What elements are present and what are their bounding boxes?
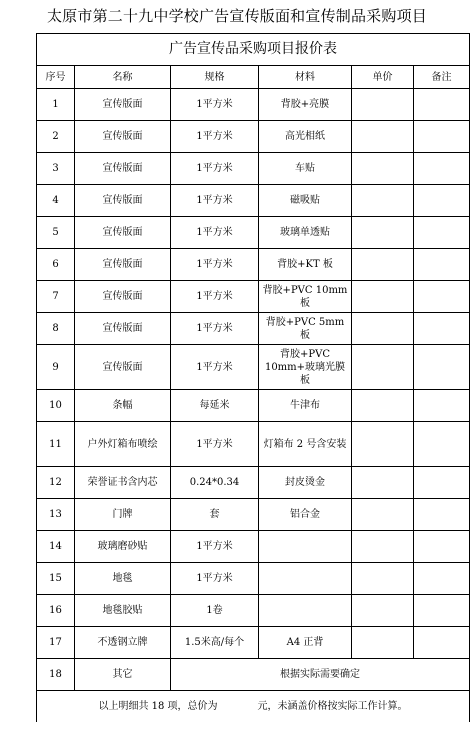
cell-name: 户外灯箱布喷绘 [75, 422, 171, 467]
cell-number: 3 [37, 153, 75, 185]
cell-name: 宣传版面 [75, 217, 171, 249]
table-row [37, 281, 470, 313]
cell-remarks [414, 313, 470, 345]
cell-remarks [414, 89, 470, 121]
cell-remarks [414, 345, 470, 390]
cell-unit-price [352, 563, 414, 595]
table-row [37, 659, 470, 691]
cell-material: 磁吸贴 [259, 185, 352, 217]
cell-remarks [414, 249, 470, 281]
cell-merged-note: 根据实际需要确定 [171, 659, 470, 691]
table-row [37, 185, 470, 217]
cell-name: 宣传版面 [75, 345, 171, 390]
cell-material: 灯箱布 2 号含安装 [259, 422, 352, 467]
header-spec: 规格 [171, 66, 259, 89]
quotation-table [36, 33, 470, 722]
cell-unit-price [352, 627, 414, 659]
document-title: 太原市第二十九中学校广告宣传版面和宣传制品采购项目 [46, 7, 427, 25]
cell-remarks [414, 531, 470, 563]
table-row [37, 422, 470, 467]
cell-spec: 1平方米 [171, 422, 259, 467]
table-row [37, 121, 470, 153]
cell-name: 地毯 [75, 563, 171, 595]
cell-name: 宣传版面 [75, 153, 171, 185]
cell-unit-price [352, 89, 414, 121]
cell-remarks [414, 499, 470, 531]
cell-unit-price [352, 390, 414, 422]
cell-spec: 1卷 [171, 595, 259, 627]
cell-number: 6 [37, 249, 75, 281]
cell-spec: 1平方米 [171, 217, 259, 249]
cell-name: 宣传版面 [75, 185, 171, 217]
cell-spec: 1平方米 [171, 345, 259, 390]
table-row [37, 563, 470, 595]
cell-remarks [414, 390, 470, 422]
cell-unit-price [352, 422, 414, 467]
cell-unit-price [352, 345, 414, 390]
cell-material: A4 正背 [259, 627, 352, 659]
cell-material: 背胶+亮膜 [259, 89, 352, 121]
cell-spec: 0.24*0.34 [171, 467, 259, 499]
header-remarks: 备注 [414, 66, 470, 89]
cell-material: 车贴 [259, 153, 352, 185]
cell-unit-price [352, 153, 414, 185]
cell-remarks [414, 627, 470, 659]
table-footer-row [37, 691, 470, 722]
table-row [37, 217, 470, 249]
cell-name: 荣誉证书含内芯 [75, 467, 171, 499]
cell-unit-price [352, 595, 414, 627]
cell-number: 7 [37, 281, 75, 313]
cell-name: 宣传版面 [75, 313, 171, 345]
cell-number: 4 [37, 185, 75, 217]
cell-spec: 1平方米 [171, 281, 259, 313]
table-row [37, 313, 470, 345]
cell-name: 宣传版面 [75, 249, 171, 281]
cell-number: 14 [37, 531, 75, 563]
table-row [37, 467, 470, 499]
cell-name: 宣传版面 [75, 281, 171, 313]
cell-unit-price [352, 467, 414, 499]
cell-remarks [414, 121, 470, 153]
header-name: 名称 [75, 66, 171, 89]
cell-material [259, 563, 352, 595]
cell-spec: 1.5米高/每个 [171, 627, 259, 659]
cell-remarks [414, 467, 470, 499]
table-row [37, 345, 470, 390]
table-row [37, 595, 470, 627]
cell-material: 背胶+PVC 5mm 板 [259, 313, 352, 345]
cell-spec: 1平方米 [171, 531, 259, 563]
cell-unit-price [352, 121, 414, 153]
table-row [37, 627, 470, 659]
cell-remarks [414, 217, 470, 249]
cell-unit-price [352, 499, 414, 531]
cell-remarks [414, 595, 470, 627]
header-number: 序号 [37, 66, 75, 89]
cell-remarks [414, 422, 470, 467]
cell-name: 宣传版面 [75, 89, 171, 121]
cell-unit-price [352, 249, 414, 281]
cell-name: 其它 [75, 659, 171, 691]
cell-material [259, 595, 352, 627]
cell-name: 门牌 [75, 499, 171, 531]
cell-material: 背胶+KT 板 [259, 249, 352, 281]
cell-unit-price [352, 217, 414, 249]
cell-number: 15 [37, 563, 75, 595]
cell-unit-price [352, 185, 414, 217]
cell-number: 13 [37, 499, 75, 531]
cell-material: 背胶+PVC 10mm 板 [259, 281, 352, 313]
cell-spec: 1平方米 [171, 153, 259, 185]
cell-number: 11 [37, 422, 75, 467]
cell-number: 2 [37, 121, 75, 153]
table-row [37, 153, 470, 185]
cell-remarks [414, 153, 470, 185]
table-row [37, 390, 470, 422]
cell-number: 17 [37, 627, 75, 659]
cell-name: 宣传版面 [75, 121, 171, 153]
cell-number: 8 [37, 313, 75, 345]
cell-remarks [414, 185, 470, 217]
cell-name: 不透钢立牌 [75, 627, 171, 659]
cell-name: 玻璃磨砂贴 [75, 531, 171, 563]
cell-spec: 1平方米 [171, 121, 259, 153]
header-material: 材料 [259, 66, 352, 89]
cell-number: 18 [37, 659, 75, 691]
cell-spec: 每延米 [171, 390, 259, 422]
table-row [37, 531, 470, 563]
cell-remarks [414, 563, 470, 595]
cell-unit-price [352, 281, 414, 313]
cell-material: 高光相纸 [259, 121, 352, 153]
cell-number: 10 [37, 390, 75, 422]
table-row [37, 249, 470, 281]
header-unit-price: 单价 [352, 66, 414, 89]
table-row [37, 89, 470, 121]
cell-spec: 1平方米 [171, 89, 259, 121]
cell-number: 16 [37, 595, 75, 627]
cell-material: 封皮烫金 [259, 467, 352, 499]
cell-spec: 套 [171, 499, 259, 531]
cell-unit-price [352, 531, 414, 563]
cell-material: 背胶+PVC 10mm+玻璃光膜板 [259, 345, 352, 390]
cell-remarks [414, 281, 470, 313]
cell-spec: 1平方米 [171, 249, 259, 281]
cell-name: 条幅 [75, 390, 171, 422]
cell-number: 1 [37, 89, 75, 121]
table-header-row [37, 66, 470, 89]
cell-material: 铝合金 [259, 499, 352, 531]
cell-number: 5 [37, 217, 75, 249]
cell-unit-price [352, 313, 414, 345]
cell-material: 牛津布 [259, 390, 352, 422]
cell-number: 12 [37, 467, 75, 499]
cell-spec: 1平方米 [171, 185, 259, 217]
cell-material: 玻璃单透贴 [259, 217, 352, 249]
cell-name: 地毯胶贴 [75, 595, 171, 627]
cell-spec: 1平方米 [171, 313, 259, 345]
total-summary: 以上明细共 18 项，总价为 元，未涵盖价格按实际工作计算。 [37, 691, 470, 722]
cell-number: 9 [37, 345, 75, 390]
cell-spec: 1平方米 [171, 563, 259, 595]
table-caption: 广告宣传品采购项目报价表 [37, 34, 470, 66]
cell-material [259, 531, 352, 563]
table-row [37, 499, 470, 531]
